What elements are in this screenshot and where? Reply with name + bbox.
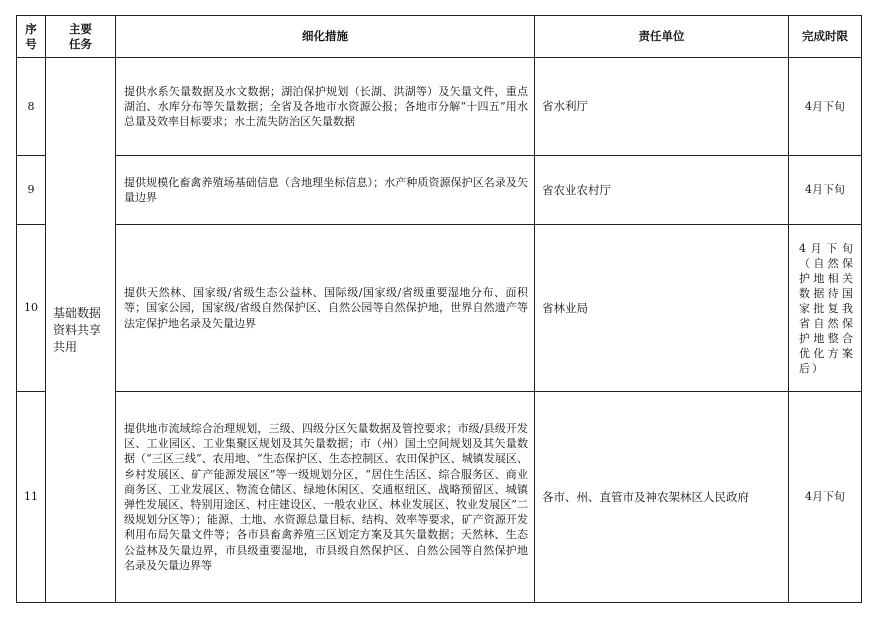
table-row (17, 225, 862, 392)
row-no: 10 (17, 225, 46, 392)
header-no (17, 16, 46, 58)
row-no: 11 (17, 392, 46, 603)
row-unit: 省林业局 (535, 225, 789, 392)
header-task-label: 主要任务 (69, 21, 92, 51)
row-unit: 各市、州、直管市及神农架林区人民政府 (535, 392, 789, 603)
header-unit: 责任单位 (535, 16, 789, 58)
header-no-label: 序号 (25, 21, 37, 51)
row-unit: 省农业农村厅 (535, 156, 789, 225)
table-header-row (17, 16, 862, 58)
row-measure: 提供地市流域综合治理规划，三级、四级分区矢量数据及管控要求；市级/县级开发区、工业园区、工业集聚区规划及其矢量数据；市（州）国土空间规划及其矢量数据（“三区三线”、农用地、“生态保护区、生态控制区、农田保护区、城镇发展区、乡村发展区、矿产能源发展区”等一级规划分区，“居住生活区、综合服务区、商业商务区、工业发展区、物流仓储区、绿地休闲区、交通枢纽区、战略预留区、城镇弹性发展区、特别用途区、村庄建设区、一般农业区、林业发展区、牧业发展区”二级规划分区等）；能源、土地、水资源总量目标、结构、效率等要求，矿产资源开发利用布局矢量文件等；各市县畜禽养殖三区划定方案及其矢量数据；天然林、生态公益林及矢量边界，市县级重要湿地，市县级自然保护区、自然公园等自然保护地名录及矢量边界等 (116, 392, 535, 603)
row-time: 4月下旬 (789, 58, 862, 156)
table-row (17, 156, 862, 225)
row-unit: 省水利厅 (535, 58, 789, 156)
task-group-cell (46, 58, 116, 603)
row-time: 4月下旬 (789, 392, 862, 603)
task-table (16, 15, 862, 603)
table-row (17, 58, 862, 156)
header-time: 完成时限 (789, 16, 862, 58)
header-measure: 细化措施 (116, 16, 535, 58)
table-row (17, 392, 862, 603)
row-time: 4月下旬（自然保护地相关数据待国家批复我省自然保护地整合优化方案后） (789, 225, 862, 392)
row-time: 4月下旬 (789, 156, 862, 225)
row-measure: 提供天然林、国家级/省级生态公益林、国际级/国家级/省级重要湿地分布、面积等；国家公园，国家级/省级自然保护区、自然公园等自然保护地，世界自然遗产等法定保护地名录及矢量边界 (116, 225, 535, 392)
header-task (46, 16, 116, 58)
row-measure: 提供规模化畜禽养殖场基础信息（含地理坐标信息）；水产种质资源保护区名录及矢量边界 (116, 156, 535, 225)
row-no: 9 (17, 156, 46, 225)
task-group-label: 基础数据资料共享共用 (53, 305, 102, 354)
row-no: 8 (17, 58, 46, 156)
row-measure: 提供水系矢量数据及水文数据；湖泊保护规划（长湖、洪湖等）及矢量文件，重点湖泊、水库分布等矢量数据；全省及各地市水资源公报；各地市分解“十四五”用水总量及效率目标要求；水土流失防治区矢量数据 (116, 58, 535, 156)
